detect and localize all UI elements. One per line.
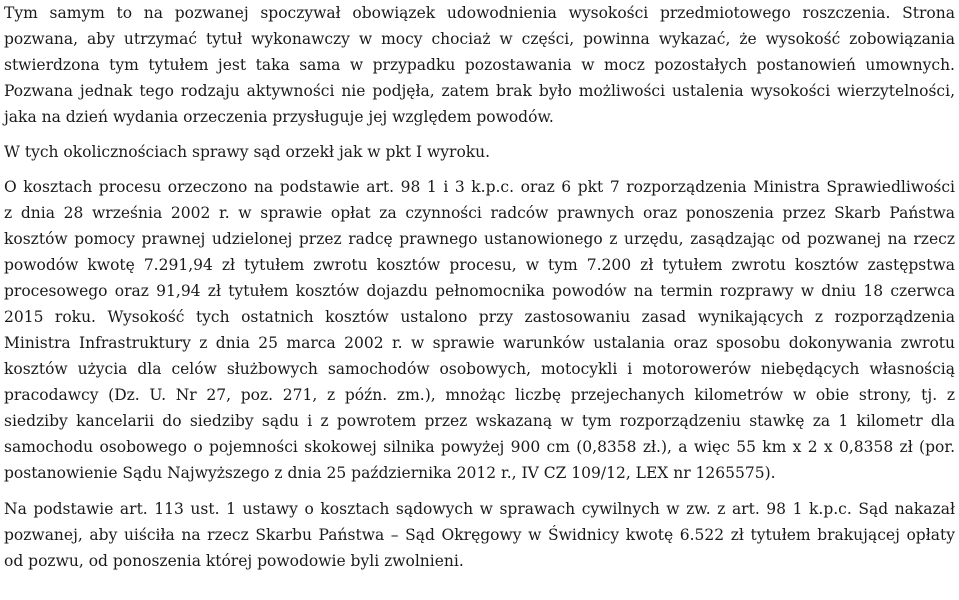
text-line: pozwanej, aby uiściła na rzecz Skarbu Państwa – Sąd Okręgowy w Świdnicy kwotę 6.522 zł tytułem brakującej opłaty xyxy=(4,526,955,544)
text-line: procesowego oraz 91,94 zł tytułem kosztów dojazdu pełnomocnika powodów na termin rozprawy w dniu 18 czerwca xyxy=(4,282,955,300)
text-line: 2015 roku. Wysokość tych ostatnich kosztów ustalono przy zastosowaniu zasad wynikających z rozporządzenia xyxy=(4,308,955,326)
paragraph-burden-of-proof xyxy=(4,0,955,130)
text-line: kosztów pomocy prawnej udzielonej przez radcę prawnego ustanowionego z urzędu, zasądzając od pozwanej na rzecz xyxy=(4,230,955,248)
text-line: pracodawcy (Dz. U. Nr 27, poz. 271, z późn. zm.), mnożąc liczbę przejechanych kilometrów w obie strony, tj. z xyxy=(4,386,955,404)
paragraph-verdict xyxy=(4,139,955,165)
paragraph-gap xyxy=(4,486,955,496)
text-line: powodów kwotę 7.291,94 zł tytułem zwrotu kosztów procesu, w tym 7.200 zł tytułem zwrotu kosztów zastępstwa xyxy=(4,256,955,274)
text-line: samochodu osobowego o pojemności skokowej silnika powyżej 900 cm (0,8358 zł.), a więc 55 km x 2 x 0,8358 zł (por. xyxy=(4,438,955,456)
text-line: O kosztach procesu orzeczono na podstawie art. 98 1 i 3 k.p.c. oraz 6 pkt 7 rozporządzenia Ministra Sprawiedliwości xyxy=(4,178,955,196)
paragraph-court-fee xyxy=(4,496,955,574)
text-line: Tym samym to na pozwanej spoczywał obowiązek udowodnienia wysokości przedmiotowego roszczenia. Strona xyxy=(4,4,955,22)
paragraph-costs xyxy=(4,174,955,486)
text-line: od pozwu, od ponoszenia której powodowie byli zwolnieni. xyxy=(4,552,464,570)
paragraph-gap xyxy=(4,130,955,139)
text-line: siedziby kancelarii do siedziby sądu i z powrotem przez wskazaną w tym rozporządzeniu stawkę za 1 kilometr dla xyxy=(4,412,955,430)
text-line: kosztów użycia dla celów służbowych samochodów osobowych, motocykli i motorowerów niebędących własnością xyxy=(4,360,955,378)
text-line: Pozwana jednak tego rodzaju aktywności nie podjęła, zatem brak było możliwości ustalenia wysokości wierzytelności, xyxy=(4,82,955,100)
text-line: pozwana, aby utrzymać tytuł wykonawczy w mocy chociaż w części, powinna wykazać, że wysokość zobowiązania xyxy=(4,30,955,48)
text-line: jaka na dzień wydania orzeczenia przysługuje jej względem powodów. xyxy=(4,108,554,126)
text-line: W tych okolicznościach sprawy sąd orzekł jak w pkt I wyroku. xyxy=(4,143,491,161)
document-body xyxy=(4,0,955,574)
text-line: Ministra Infrastruktury z dnia 25 marca 2002 r. w sprawie warunków ustalania oraz sposobu dokonywania zwrotu xyxy=(4,334,955,352)
paragraph-gap xyxy=(4,165,955,174)
text-line: z dnia 28 września 2002 r. w sprawie opłat za czynności radców prawnych oraz ponoszenia przez Skarb Państwa xyxy=(4,204,955,222)
text-line: stwierdzona tym tytułem jest taka sama w przypadku pozostawania w mocz pozostałych postanowień umownych. xyxy=(4,56,955,74)
text-line: Na podstawie art. 113 ust. 1 ustawy o kosztach sądowych w sprawach cywilnych w zw. z art. 98 1 k.p.c. Sąd nakazał xyxy=(4,500,955,518)
text-line: postanowienie Sądu Najwyższego z dnia 25 października 2012 r., IV CZ 109/12, LEX nr 1265575). xyxy=(4,464,776,482)
